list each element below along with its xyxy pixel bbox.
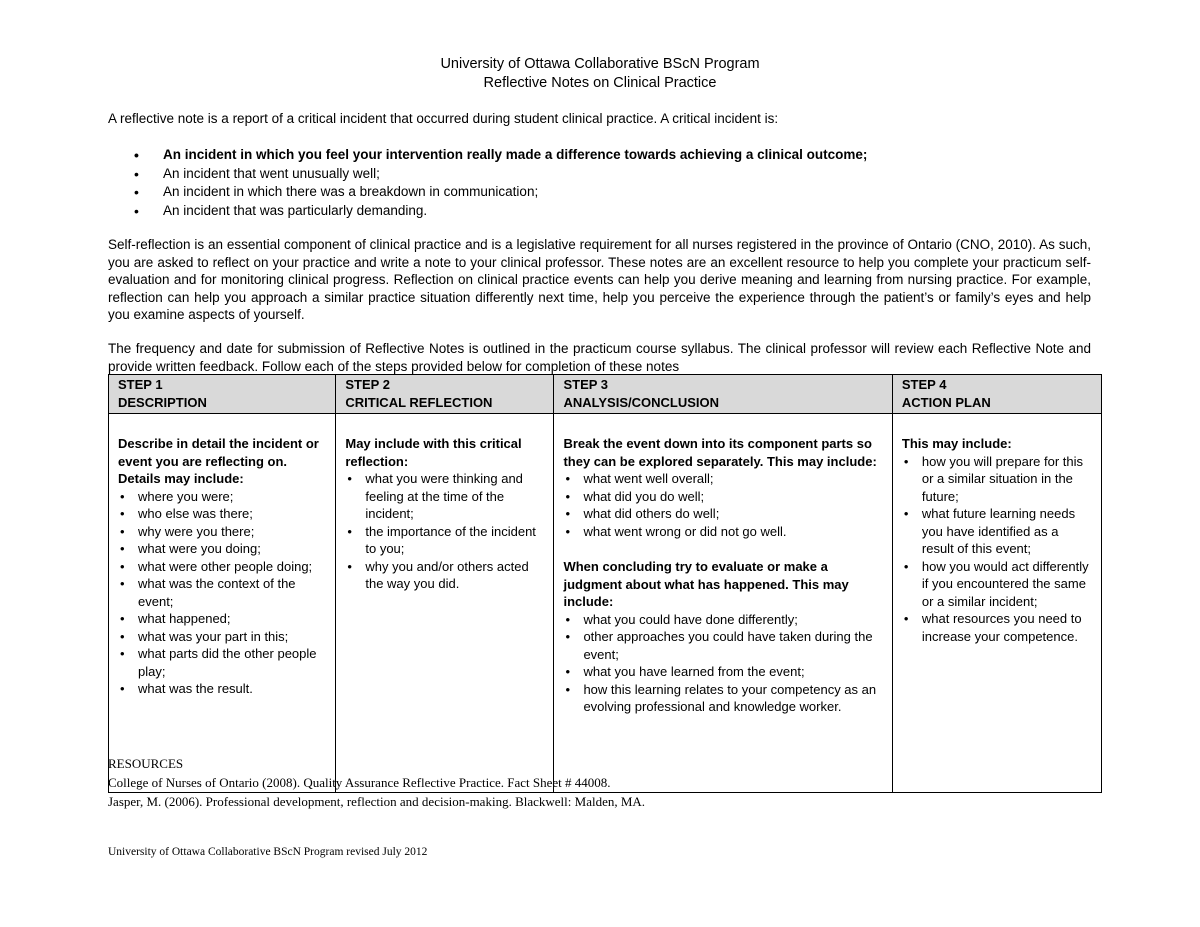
list-item: • how you will prepare for this or a similar situation in the future; bbox=[902, 453, 1092, 506]
document-title: University of Ottawa Collaborative BScN Program bbox=[440, 56, 760, 72]
list-item: • what went well overall; bbox=[563, 470, 882, 488]
list-item: • what were you doing; bbox=[118, 540, 326, 558]
list-item: • what you have learned from the event; bbox=[563, 663, 882, 681]
step1-cell bbox=[109, 414, 336, 793]
step4-header bbox=[892, 375, 1101, 414]
list-item: • what parts did the other people play; bbox=[118, 645, 326, 680]
incident-list bbox=[108, 146, 1098, 220]
reference-item: Jasper, M. (2006). Professional development, reflection and decision-making. Blackwell: Malden, MA. bbox=[108, 794, 646, 809]
submission-paragraph: The frequency and date for submission of Reflective Notes is outlined in the practicum course syllabus. The clinical professor will review each Reflective Note and provide written feedback. Follow each of the steps provided below for completion of these notes bbox=[108, 341, 1091, 374]
table-header-row bbox=[109, 375, 1102, 414]
list-item: • what went wrong or did not go well. bbox=[563, 523, 882, 541]
step-name: CRITICAL REFLECTION bbox=[345, 394, 493, 410]
self-reflection-paragraph: Self-reflection is an essential component of clinical practice and is a legislative requirement for all nurses registered in the province of Ontario (CNO, 2010). As such, you are asked to reflect on your practice and write a note to your clinical professor. These notes are an excellent resource to help you complete your practicum self-evaluation and for monitoring clinical progress. Reflection on clinical practice events can help you derive meaning and learning from nursing practice. For example, reflection can help you approach a similar practice situation differently next time, help you perceive the experience through the patient’s or family’s eyes and help you examine aspects of yourself. bbox=[108, 237, 1091, 322]
list-item: • what did you do well; bbox=[563, 488, 882, 506]
step-number: STEP 3 bbox=[563, 377, 609, 392]
step-number: STEP 2 bbox=[345, 377, 390, 392]
list-item: • what was the result. bbox=[118, 680, 326, 698]
step1-list bbox=[118, 488, 326, 698]
step4-list bbox=[902, 453, 1092, 646]
reference-item: College of Nurses of Ontario (2008). Quality Assurance Reflective Practice. Fact Sheet # 44008. bbox=[108, 775, 611, 790]
step3-conclusion-list bbox=[563, 611, 882, 716]
list-item: • who else was there; bbox=[118, 505, 326, 523]
list-item: • other approaches you could have taken during the event; bbox=[563, 628, 882, 663]
resources-heading: RESOURCES bbox=[108, 756, 184, 771]
cell-intro: This may include: bbox=[901, 436, 1012, 451]
steps-table bbox=[108, 374, 1102, 793]
table-row bbox=[109, 414, 1102, 793]
step-name: DESCRIPTION bbox=[118, 394, 207, 410]
resources-section bbox=[108, 754, 1098, 811]
cell-intro: Describe in detail the incident or event you are reflecting on. Details may include: bbox=[118, 436, 319, 486]
list-item: • what you could have done differently; bbox=[563, 611, 882, 629]
list-item: • why you and/or others acted the way you did. bbox=[345, 558, 544, 593]
step2-cell bbox=[336, 414, 554, 793]
list-item: • why were you there; bbox=[118, 523, 326, 541]
list-item: • An incident that was particularly demanding. bbox=[108, 202, 1098, 221]
list-item: • how this learning relates to your competency as an evolving professional and knowledge worker. bbox=[563, 681, 882, 716]
list-item: • how you would act differently if you encountered the same or a similar incident; bbox=[902, 558, 1092, 611]
list-item: • what future learning needs you have identified as a result of this event; bbox=[902, 505, 1092, 558]
list-item: • what resources you need to increase your competence. bbox=[902, 610, 1092, 645]
list-item: • An incident in which there was a breakdown in communication; bbox=[108, 183, 1098, 202]
document-subtitle: Reflective Notes on Clinical Practice bbox=[483, 75, 717, 91]
cell-intro: Break the event down into its component parts so they can be explored separately. This may include: bbox=[563, 436, 877, 469]
step2-list bbox=[345, 470, 544, 593]
list-item: • what was the context of the event; bbox=[118, 575, 326, 610]
step-name: ACTION PLAN bbox=[901, 394, 991, 410]
list-item: • where you were; bbox=[118, 488, 326, 506]
step2-header bbox=[336, 375, 554, 414]
step-number: STEP 1 bbox=[118, 377, 163, 392]
step-name: ANALYSIS/CONCLUSION bbox=[563, 394, 719, 410]
list-item: • what you were thinking and feeling at the time of the incident; bbox=[345, 470, 544, 523]
intro-text: A reflective note is a report of a critical incident that occurred during student clinical practice. A critical incident is: bbox=[108, 111, 779, 126]
list-item: • what were other people doing; bbox=[118, 558, 326, 576]
step4-cell bbox=[892, 414, 1101, 793]
step3-cell bbox=[554, 414, 892, 793]
list-item: • An incident that went unusually well; bbox=[108, 165, 1098, 184]
step3-header bbox=[554, 375, 892, 414]
step-number: STEP 4 bbox=[901, 377, 947, 392]
cell-subheading: When concluding try to evaluate or make a judgment about what has happened. This may include: bbox=[563, 559, 849, 609]
list-item: • An incident in which you feel your intervention really made a difference towards achieving a clinical outcome; bbox=[108, 146, 1098, 165]
step1-header bbox=[109, 375, 336, 414]
step3-list bbox=[563, 470, 882, 540]
page-footer: University of Ottawa Collaborative BScN Program revised July 2012 bbox=[108, 846, 428, 858]
list-item: • what did others do well; bbox=[563, 505, 882, 523]
cell-intro: May include with this critical reflection: bbox=[345, 436, 522, 469]
list-item: • what happened; bbox=[118, 610, 326, 628]
list-item: • the importance of the incident to you; bbox=[345, 523, 544, 558]
list-item: • what was your part in this; bbox=[118, 628, 326, 646]
